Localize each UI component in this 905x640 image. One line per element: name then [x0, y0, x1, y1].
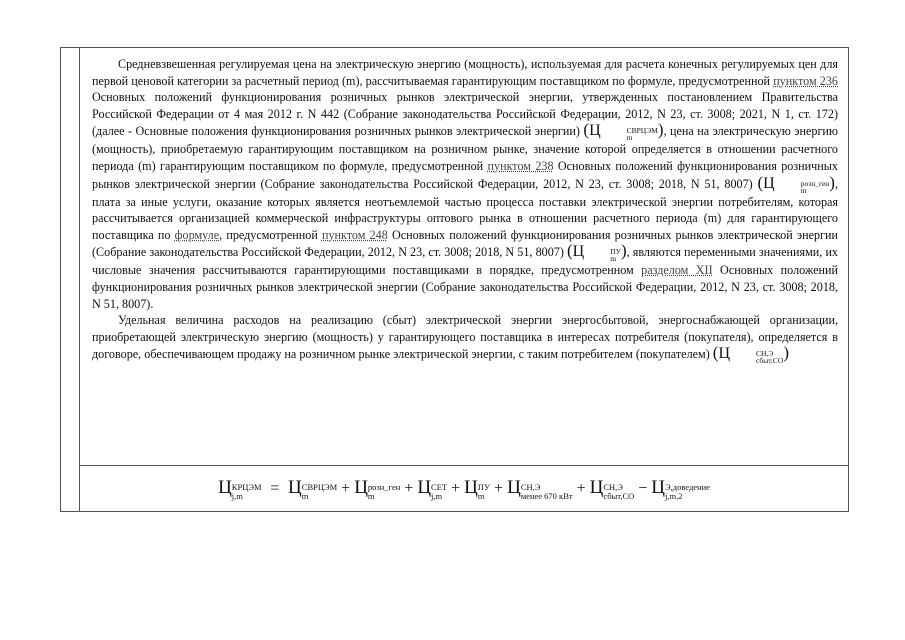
formula-operator: −	[638, 479, 648, 497]
price-formula	[218, 477, 710, 501]
symbol-c-sn-sbyt: Ц	[718, 345, 731, 363]
formula-term: Ц СН,Э менее 670 кВт	[507, 476, 573, 501]
formula-operator: +	[341, 479, 351, 497]
document-table	[60, 47, 849, 512]
formula-term: Ц ПУ m	[464, 476, 491, 501]
link-punkt-248[interactable]: пунктом 248	[321, 227, 388, 242]
formula-lhs: Ц КРЦЭМ j,m	[218, 476, 262, 501]
text-cell	[80, 48, 848, 466]
formula-term: Ц СЕТ j,m	[417, 476, 448, 501]
paragraph-sales-expenses: Удельная величина расходов на реализацию (сбыт) электрической энергии энергосбытовой, энергоснабжающей организации, приобретающей электрическую энергию (мощность) у гарантирующего поставщика в интересах потребителя (покупателя), определяется в договоре, обеспечивающем продажу на розничном рынке электрической энергии, с таким потребителем (покупателем) (Ц СН,Э сбыт,СО )	[92, 313, 838, 366]
link-punkt-238[interactable]: пунктом 238	[487, 158, 554, 173]
symbol-c-rozn-gen: Ц	[763, 174, 775, 192]
formula-equals: =	[270, 479, 280, 497]
formula-cell	[80, 466, 848, 511]
formula-terms	[288, 476, 710, 501]
link-razdel-xii[interactable]: разделом XII	[641, 263, 713, 278]
number-column	[61, 48, 80, 511]
paragraph-price-components: Средневзвешенная регулируемая цена на электрическую энергию (мощность), используемая для расчета конечных регулируемых цен для первой ценовой категории за расчетный период (m), рассчитываемая гарантирующим поставщиком по формуле, предусмотренной пунктом 236 Основных положений функционирования розничных рынков электрической энергии, утвержденных постановлением Правительства Российской Федерации от 4 мая 2012 г. N 442 (Собрание законодательства Российской Федерации, 2012, N 23, ст. 3008; 2021, N 1, ст. 172) (далее - Основные положения функционирования розничных рынков электрической энергии) (Ц СВРЦЭМ m ), цена на электрическую энергию (мощность), приобретаемую гарантирующим поставщиком на розничном рынке, значение которой определяется в отношении расчетного периода (m) гарантирующим поставщиком по формуле, предусмотренной пунктом 238 Основных положений функционирования розничных рынков электрической энергии (Собрание законодательства Российской Федерации, 2012, N 23, ст. 3008; 2018, N 51, 8007) (Ц розн_ген m ), плата за иные услуги, оказание которых является неотъемлемой частью процесса поставки электрической энергии потребителям, которая рассчитывается организацией коммерческой инфраструктуры оптового рынка в отношении расчетного периода (m) для гарантирующего поставщика по формуле, предусмотренной пунктом 248 Основных положений функционирования розничных рынков электрической энергии (Собрание законодательства Российской Федерации, 2012, N 23, ст. 3008; 2018, N 51, 8007) (Ц ПУ m ), являются переменными значениями, их числовые значения рассчитываются гарантирующими поставщиками в порядке, предусмотренном разделом XII Основных положений функционирования розничных рынков электрической энергии (Собрание законодательства Российской Федерации, 2012, N 23, ст. 3008; 2018, N 51, 8007).	[92, 57, 839, 311]
formula-operator: +	[451, 479, 461, 497]
symbol-c-svrcem: Ц	[589, 122, 601, 140]
formula-operator: +	[494, 479, 504, 497]
link-punkt-236[interactable]: пунктом 236	[773, 73, 838, 88]
formula-term: Ц Э,доведение j,m,2	[651, 476, 710, 501]
formula-term: Ц СВРЦЭМ m	[288, 476, 338, 501]
formula-term: Ц розн_ген m	[354, 476, 401, 501]
formula-operator: +	[404, 479, 414, 497]
symbol-c-pu: Ц	[572, 243, 585, 261]
link-formula[interactable]: формуле	[174, 227, 220, 242]
formula-operator: +	[576, 479, 586, 497]
formula-term: Ц СН,Э сбыт,СО	[589, 476, 635, 501]
